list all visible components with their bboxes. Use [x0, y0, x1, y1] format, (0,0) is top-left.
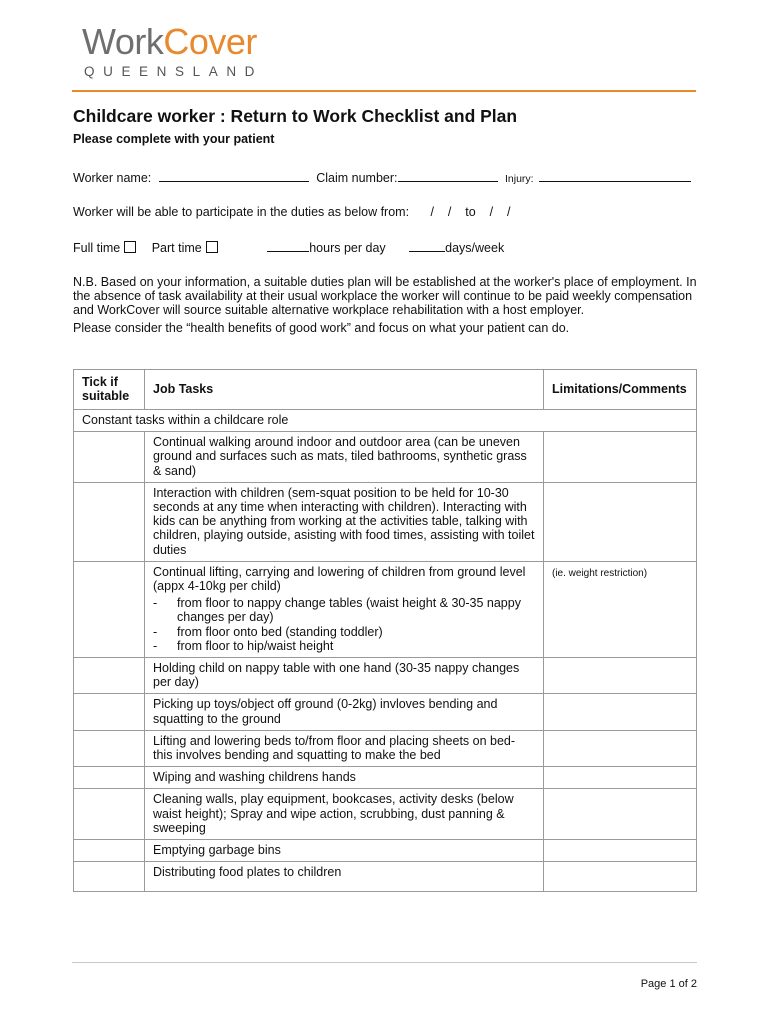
header-divider: [72, 90, 696, 92]
task-cell: Distributing food plates to children: [145, 862, 544, 892]
tick-cell[interactable]: [74, 432, 145, 483]
section-row: [74, 410, 697, 432]
sub-item-text: from floor to hip/waist height: [177, 638, 334, 653]
table-header-row: [74, 370, 697, 410]
table-row: [74, 694, 697, 730]
sub-item: - from floor onto bed (standing toddler): [153, 624, 383, 639]
sub-item-text: from floor to nappy change tables (waist height & 30-35 nappy changes per day): [177, 596, 521, 625]
footer-divider: [72, 962, 697, 963]
part-time-checkbox[interactable]: [206, 241, 218, 253]
tick-cell[interactable]: [74, 694, 145, 730]
section-title: Constant tasks within a childcare role: [74, 410, 697, 432]
participation-row: [73, 205, 510, 219]
task-cell: Lifting and lowering beds to/from floor and placing sheets on bed- this involves bending and squatting to make the bed: [145, 730, 544, 766]
task-cell: Emptying garbage bins: [145, 840, 544, 862]
limitations-cell[interactable]: [544, 840, 697, 862]
logo-cover-text: Cover: [163, 21, 257, 62]
participation-label: Worker will be able to participate in the duties as below from:: [73, 205, 410, 219]
task-cell: Continual walking around indoor and outdoor area (can be uneven ground and surfaces such as mats, tiled bathrooms, synthetic grass & sand): [145, 432, 544, 483]
page-title: Childcare worker : Return to Work Checklist and Plan: [73, 106, 518, 126]
sub-item: - from floor to hip/waist height: [153, 638, 334, 653]
claim-number-field[interactable]: [398, 170, 498, 182]
task-text: Continual lifting, carrying and lowering of children from ground level (appx 4-10kg per child): [153, 564, 526, 594]
limitations-cell[interactable]: [544, 789, 697, 840]
limitations-cell[interactable]: [544, 432, 697, 483]
date-range-field[interactable]: / / to / /: [430, 205, 511, 219]
tick-cell[interactable]: [74, 789, 145, 840]
page-number: Page 1 of 2: [640, 978, 697, 990]
table-row: [74, 862, 697, 892]
claim-number-label: Claim number:: [316, 171, 398, 185]
job-tasks-table: [73, 369, 697, 892]
worker-name-field[interactable]: [159, 170, 309, 182]
logo-wordmark: [82, 22, 263, 62]
notes-block: [73, 275, 703, 335]
injury-field[interactable]: [539, 170, 691, 182]
sub-item-text: from floor onto bed (standing toddler): [177, 624, 383, 639]
table-row: [74, 482, 697, 561]
tick-cell[interactable]: [74, 658, 145, 694]
nb-paragraph: N.B. Based on your information, a suitable duties plan will be established at the worker's place of employment. In the absence of task availability at their usual workplace the worker will continue to be paid weekly compensation and WorkCover will source suitable alternative workplace rehabilitation with a host employer.: [73, 275, 697, 318]
injury-label: Injury:: [505, 173, 534, 185]
task-cell: [145, 561, 544, 657]
task-cell: Holding child on nappy table with one hand (30-35 nappy changes per day): [145, 658, 544, 694]
tasks-column-header: Job Tasks: [145, 370, 544, 410]
limitations-cell[interactable]: [544, 658, 697, 694]
limitation-note: (ie. weight restriction): [552, 567, 648, 579]
table-row: [74, 789, 697, 840]
tick-cell[interactable]: [74, 767, 145, 789]
sub-item: - from floor to nappy change tables (waist height & 30-35 nappy changes per day): [153, 596, 535, 624]
tick-column-header: Tick if suitable: [74, 370, 145, 410]
tick-cell[interactable]: [74, 482, 145, 561]
task-cell: Picking up toys/object off ground (0-2kg) invloves bending and squatting to the ground: [145, 694, 544, 730]
full-time-checkbox[interactable]: [124, 241, 136, 253]
limitations-cell[interactable]: [544, 694, 697, 730]
page-subtitle: Please complete with your patient: [73, 132, 275, 146]
workcover-logo: [82, 22, 263, 79]
limitations-cell[interactable]: [544, 561, 697, 657]
task-cell: Wiping and washing childrens hands: [145, 767, 544, 789]
table-row: [74, 658, 697, 694]
hours-per-day-label: hours per day: [309, 241, 386, 255]
table-row: [74, 767, 697, 789]
table-row: [74, 432, 697, 483]
part-time-label: Part time: [151, 241, 202, 255]
sub-item-list: [153, 596, 535, 653]
task-cell: Interaction with children (sem-squat position to be held for 10-30 seconds at any time when interacting with children). Interacting with kids can be anything from working at the activities table, talking with children, playing outside, asisting with food times, assisting with toilet duties: [145, 482, 544, 561]
days-week-field[interactable]: [409, 240, 445, 252]
limits-column-header: Limitations/Comments: [544, 370, 697, 410]
table-row: [74, 730, 697, 766]
consider-paragraph: Please consider the “health benefits of good work” and focus on what your patient can do.: [73, 320, 570, 335]
full-time-label: Full time: [73, 241, 121, 255]
tick-cell[interactable]: [74, 730, 145, 766]
task-cell: Cleaning walls, play equipment, bookcases, activity desks (below waist height); Spray and wipe action, scrubbing, dust panning & sweeping: [145, 789, 544, 840]
tick-cell[interactable]: [74, 862, 145, 892]
table-row: [74, 840, 697, 862]
logo-work-text: Work: [82, 21, 164, 62]
limitations-cell[interactable]: [544, 862, 697, 892]
tick-cell[interactable]: [74, 840, 145, 862]
tick-cell[interactable]: [74, 561, 145, 657]
limitations-cell[interactable]: [544, 482, 697, 561]
logo-queensland-text: QUEENSLAND: [84, 64, 264, 79]
days-week-label: days/week: [445, 241, 505, 255]
hours-per-day-field[interactable]: [267, 240, 309, 252]
worker-name-label: Worker name:: [73, 171, 152, 185]
limitations-cell[interactable]: [544, 730, 697, 766]
work-hours-row: [73, 240, 504, 255]
table-row: [74, 561, 697, 657]
limitations-cell[interactable]: [544, 767, 697, 789]
worker-details-row: [73, 170, 691, 185]
